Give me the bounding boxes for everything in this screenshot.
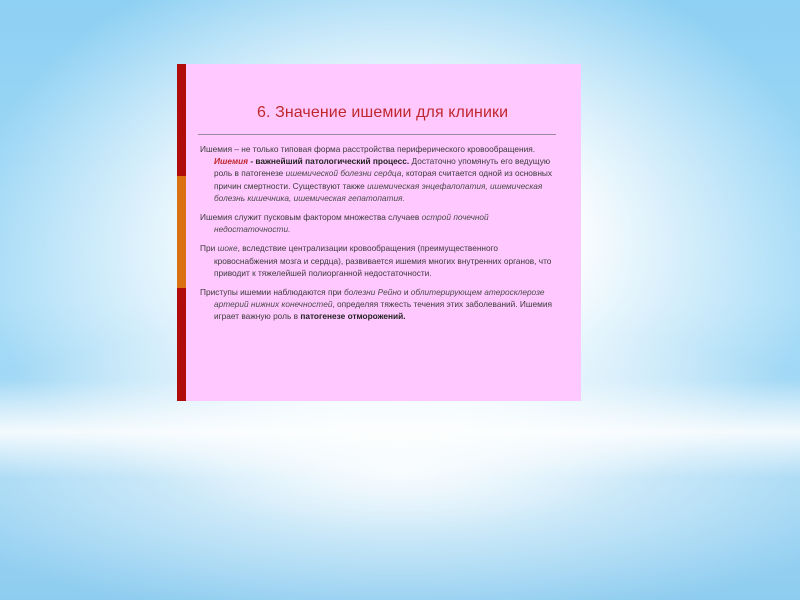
paragraph-3 xyxy=(200,242,562,279)
text-run: Ишемия служит пусковым фактором множества случаев xyxy=(200,212,422,223)
text-run-italic: шоке xyxy=(217,243,238,254)
sidebar-segment-red-top xyxy=(177,64,186,176)
keyword-ischemia: Ишемия xyxy=(214,156,249,167)
text-run-bold: - важнейший патологический процесс. xyxy=(248,156,410,167)
text-run: При xyxy=(200,243,218,254)
text-run: Приступы ишемии наблюдаются при xyxy=(200,287,345,298)
text-run: , определяя тяжесть течения этих заболеваний. Ишемия играет важную роль в xyxy=(214,299,552,322)
paragraph-2 xyxy=(200,211,562,235)
text-run-italic: острой почечной недостаточности. xyxy=(214,212,489,235)
text-run-italic: облитерирующем атеросклерозе артерий нижних конечностей xyxy=(214,287,545,310)
sidebar-segment-orange xyxy=(177,176,186,288)
text-run-italic: болезни Рейно xyxy=(344,287,402,298)
text-run: Достаточно упомянуть его ведущую роль в патогенезе xyxy=(214,156,551,179)
text-run: Ишемия – не только типовая форма расстройства периферического кровообращения. xyxy=(200,144,536,154)
sidebar-accent xyxy=(177,64,186,401)
slide-body xyxy=(200,143,562,330)
text-run-bold: патогенезе отморожений. xyxy=(300,311,406,322)
slide-title: 6. Значение ишемии для клиники xyxy=(257,104,509,121)
text-run-italic: ишемическая энцефалопатия, ишемическая болезнь кишечника, ишемическая гепатопатия. xyxy=(214,180,543,203)
text-run: и xyxy=(401,287,411,298)
text-run-italic: ишемической болезни сердца xyxy=(285,168,402,179)
paragraph-4 xyxy=(200,286,562,323)
paragraph-1 xyxy=(200,143,562,204)
slide-card xyxy=(177,64,581,401)
sidebar-segment-red-bottom xyxy=(177,288,186,401)
text-run: , вследствие централизации кровообращения (преимущественного кровоснабжения мозга и сердца), развивается ишемия многих внутренних органов, что приводит к тяжелейшей полиорганной недостаточности. xyxy=(214,243,552,278)
title-divider xyxy=(198,134,556,135)
text-run: , которая считается одной из основных причин смертности. Существуют также xyxy=(214,168,553,191)
